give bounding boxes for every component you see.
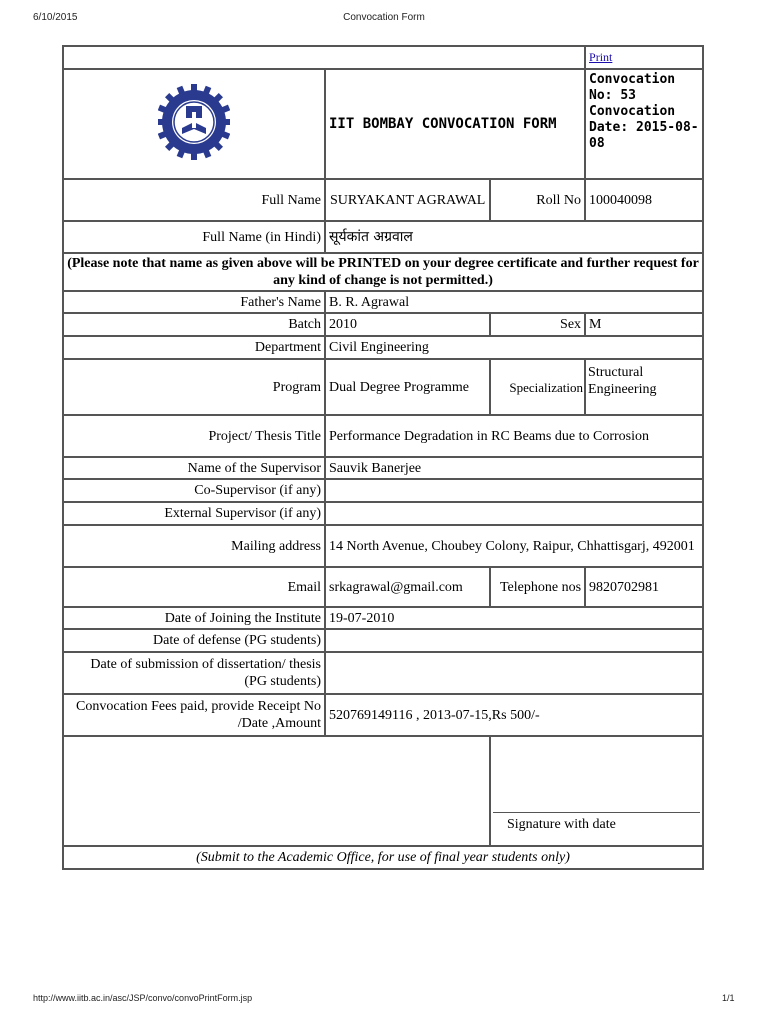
father-name-value: B. R. Agrawal	[325, 291, 703, 313]
defense-date-label: Date of defense (PG students)	[63, 629, 325, 652]
co-supervisor-value	[325, 479, 703, 502]
hindi-name-label: Full Name (in Hindi)	[63, 221, 325, 253]
defense-date-value	[325, 629, 703, 652]
convocation-number: Convocation No: 53	[589, 72, 676, 103]
sex-value: M	[585, 313, 703, 336]
convocation-date: Convocation Date: 2015-08-08	[589, 104, 699, 151]
signature-label: Signature with date	[507, 817, 616, 832]
fees-label: Convocation Fees paid, provide Receipt No /Date ,Amount	[63, 694, 325, 736]
name-print-note: (Please note that name as given above will be PRINTED on your degree certificate and further request for any kind of change is not permitted.)	[63, 253, 703, 291]
department-label: Department	[63, 336, 325, 359]
hindi-name-value: सूर्यकांत अग्रवाल	[325, 221, 703, 253]
telephone-value: 9820702981	[585, 567, 703, 607]
print-link[interactable]: Print	[589, 50, 613, 64]
external-supervisor-label: External Supervisor (if any)	[63, 502, 325, 525]
email-value: srkagrawal@gmail.com	[325, 567, 490, 607]
roll-no-value: 100040098	[585, 179, 703, 221]
convocation-form	[62, 45, 704, 870]
supervisor-value: Sauvik Banerjee	[325, 457, 703, 479]
form-title: IIT BOMBAY CONVOCATION FORM	[325, 69, 585, 179]
submission-date-label: Date of submission of dissertation/ thesis (PG students)	[63, 652, 325, 694]
mailing-address-value: 14 North Avenue, Choubey Colony, Raipur, Chhattisgarj, 492001	[325, 525, 703, 567]
program-value: Dual Degree Programme	[325, 359, 490, 415]
sex-label: Sex	[490, 313, 585, 336]
iit-bombay-logo-icon	[158, 82, 230, 162]
thesis-title-label: Project/ Thesis Title	[63, 415, 325, 457]
thesis-title-value: Performance Degradation in RC Beams due to Corrosion	[325, 415, 703, 457]
batch-value: 2010	[325, 313, 490, 336]
fees-value: 520769149116 , 2013-07-15,Rs 500/-	[325, 694, 703, 736]
external-supervisor-value	[325, 502, 703, 525]
joining-date-label: Date of Joining the Institute	[63, 607, 325, 629]
department-value: Civil Engineering	[325, 336, 703, 359]
page-title: Convocation Form	[343, 12, 425, 23]
specialization-label: Specialization	[490, 359, 585, 415]
full-name-value: SURYAKANT AGRAWAL	[325, 179, 490, 221]
email-label: Email	[63, 567, 325, 607]
submit-note: (Submit to the Academic Office, for use of final year students only)	[63, 846, 703, 869]
specialization-value: Structural Engineering	[585, 359, 703, 415]
mailing-address-label: Mailing address	[63, 525, 325, 567]
joining-date-value: 19-07-2010	[325, 607, 703, 629]
supervisor-label: Name of the Supervisor	[63, 457, 325, 479]
co-supervisor-label: Co-Supervisor (if any)	[63, 479, 325, 502]
page-number: 1/1	[722, 993, 735, 1003]
batch-label: Batch	[63, 313, 325, 336]
telephone-label: Telephone nos	[490, 567, 585, 607]
submission-date-value	[325, 652, 703, 694]
print-date: 6/10/2015	[33, 12, 78, 23]
blank-area	[63, 736, 490, 846]
roll-no-label: Roll No	[490, 179, 585, 221]
page-url: http://www.iitb.ac.in/asc/JSP/convo/convoPrintForm.jsp	[33, 993, 253, 1003]
program-label: Program	[63, 359, 325, 415]
father-name-label: Father's Name	[63, 291, 325, 313]
full-name-label: Full Name	[63, 179, 325, 221]
